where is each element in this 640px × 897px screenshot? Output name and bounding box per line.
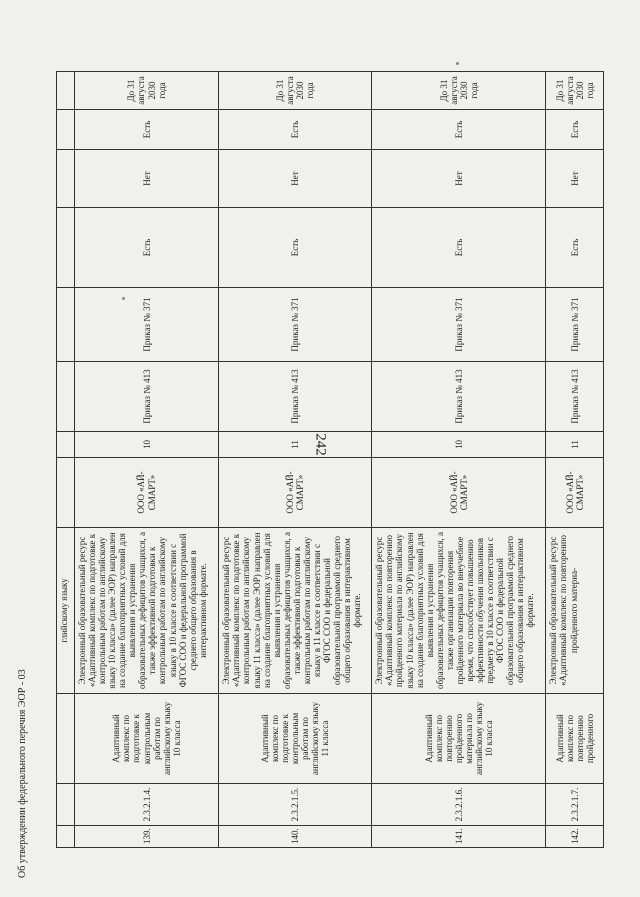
row-code: 2.3.2.1.6. xyxy=(372,784,546,826)
grade: 10 xyxy=(372,432,546,458)
row-number: 139. xyxy=(74,826,219,848)
value-2: Нет xyxy=(74,150,219,208)
order-413: Приказ № 413 xyxy=(74,362,219,432)
table-row xyxy=(219,72,372,848)
row-number: 142. xyxy=(546,826,604,848)
resource-description: Электронный образовательный ресурс «Адаптивный комплекс по подготовке к контрольным работам по английскому языку 11 класса» (далее ЭОР) направлен на создание благоприятных условий для выявления и устранения образовательных дефицитов учащихся, а также эффективной подготовки к контрольным работам по английскому языку в 11 классе в соответствии с ФГОС СОО и федеральной образовательной программой среднего общего образования в интерактивном формате. xyxy=(219,528,372,694)
order-371: Приказ № 371 xyxy=(74,288,219,362)
order-413: Приказ № 413 xyxy=(372,362,546,432)
scan-speck xyxy=(456,62,459,65)
developer: ООО «АЙ-СМАРТ» xyxy=(219,458,372,528)
rotated-table-wrapper xyxy=(56,72,604,848)
eor-table xyxy=(56,71,604,848)
resource-description: Электронный образовательный ресурс «Адаптивный комплекс по повторению пройденного материала по английскому языку 10 класса» (далее ЭОР) направлен на создание благоприятных условий для выявления и устранения образовательных дефицитов учащихся, а также организации повторения пройденного материала во внеучебное время, что способствует повышению эффективности обучения школьников предмету в 10 классе в соответствии с ФГОС СОО и федеральной образовательной программой среднего общего образования в интерактивном формате. xyxy=(372,528,546,694)
developer: ООО «АЙ-СМАРТ» xyxy=(372,458,546,528)
order-371: Приказ № 371 xyxy=(546,288,604,362)
grade: 10 xyxy=(74,432,219,458)
resource-title: Адаптивный комплекс по подготовке к контрольным работам по английскому языку 11 класса xyxy=(219,694,372,784)
grade: 11 xyxy=(219,432,372,458)
deadline: До 31 августа 2030 года xyxy=(219,72,372,110)
value-1: Есть xyxy=(219,208,372,288)
grade: 11 xyxy=(546,432,604,458)
scan-speck xyxy=(122,297,125,300)
value-3: Есть xyxy=(219,110,372,150)
value-2: Нет xyxy=(219,150,372,208)
row-number: 140. xyxy=(219,826,372,848)
order-413: Приказ № 413 xyxy=(546,362,604,432)
row-code: 2.3.2.1.7. xyxy=(546,784,604,826)
resource-description: Электронный образовательный ресурс «Адаптивный комплекс по подготовке к контрольным работам по английскому языку 10 класса» (далее ЭОР) направлен на создание благоприятных условий для выявления и устранения образовательных дефицитов учащихся, а также эффективной подготовки к контрольным работам по английскому языку в 10 классе в соответствии с ФГОС СОО и федеральной программой среднего общего образования в интерактивном формате. xyxy=(74,528,219,694)
value-1: Есть xyxy=(74,208,219,288)
resource-title: Адаптивный комплекс по повторению пройденного xyxy=(546,694,604,784)
page-number: 242 xyxy=(312,433,329,456)
table-row xyxy=(372,72,546,848)
row-code: 2.3.2.1.4. xyxy=(74,784,219,826)
order-371: Приказ № 371 xyxy=(219,288,372,362)
value-3: Есть xyxy=(372,110,546,150)
table-row xyxy=(546,72,604,848)
deadline: До 31 августа 2030 года xyxy=(74,72,219,110)
value-1: Есть xyxy=(546,208,604,288)
table-row-header-fragment xyxy=(57,72,75,848)
deadline: До 31 августа 2030 года xyxy=(372,72,546,110)
value-2: Нет xyxy=(372,150,546,208)
value-3: Есть xyxy=(74,110,219,150)
resource-title: Адаптивный комплекс по повторению пройденного материала по английскому языку 10 класса xyxy=(372,694,546,784)
resource-title: Адаптивный комплекс по подготовке к контрольным работам по английскому языку 10 класса xyxy=(74,694,219,784)
developer: ООО «АЙ-СМАРТ» xyxy=(546,458,604,528)
order-413: Приказ № 413 xyxy=(219,362,372,432)
value-2: Нет xyxy=(546,150,604,208)
value-1: Есть xyxy=(372,208,546,288)
resource-description: Электронный образовательный ресурс «Адаптивный комплекс по повторению пройденного материа- xyxy=(546,528,604,694)
developer: ООО «АЙ-СМАРТ» xyxy=(74,458,219,528)
value-3: Есть xyxy=(546,110,604,150)
table-row xyxy=(74,72,219,848)
deadline: До 31 августа 2030 года xyxy=(546,72,604,110)
header-fragment: глийскому языку xyxy=(57,528,75,694)
side-note: Об утверждении федерального перечня ЭОР - 03 xyxy=(17,669,28,878)
order-371: Приказ № 371 xyxy=(372,288,546,362)
row-code: 2.3.2.1.5. xyxy=(219,784,372,826)
row-number: 141. xyxy=(372,826,546,848)
